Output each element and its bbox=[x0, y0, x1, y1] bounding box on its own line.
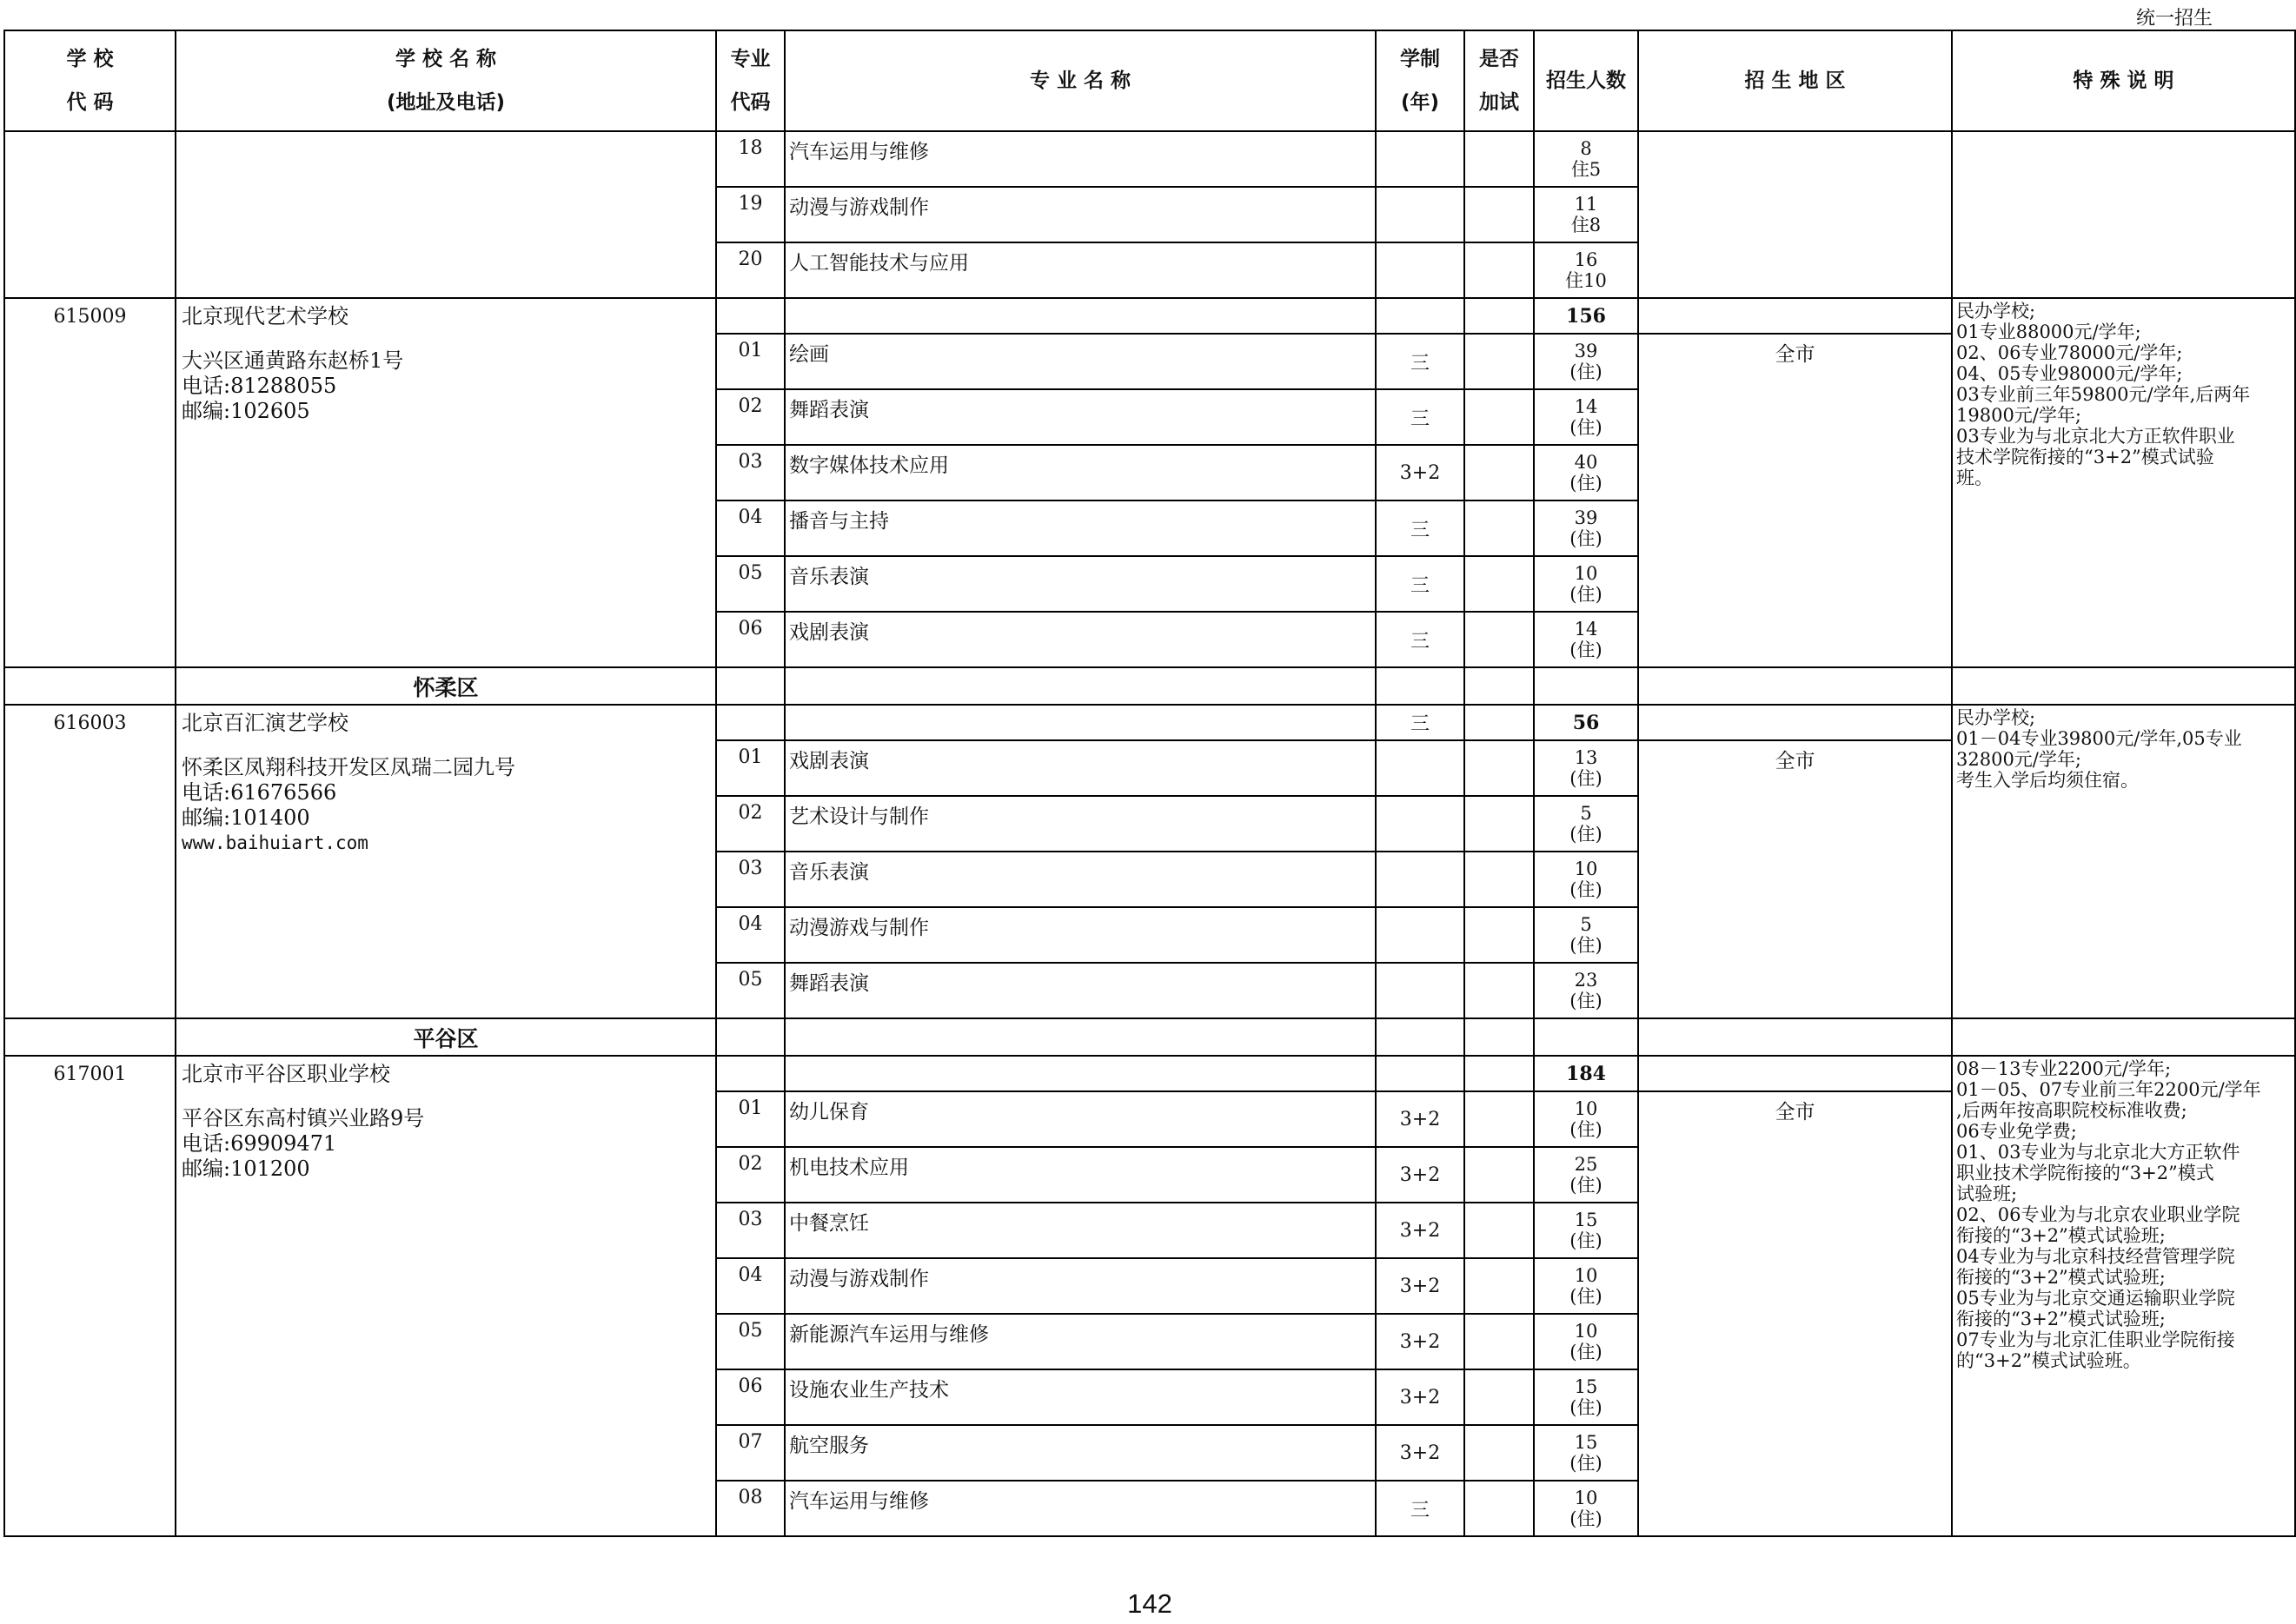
school-code: 616003 bbox=[4, 705, 176, 1018]
school-name: 北京现代艺术学校 bbox=[182, 304, 348, 328]
major-name: 新能源汽车运用与维修 bbox=[785, 1314, 1376, 1369]
major-code: 06 bbox=[716, 612, 785, 667]
major-code: 20 bbox=[716, 242, 785, 298]
school-info bbox=[176, 705, 716, 1018]
duration-cell: 三 bbox=[1376, 705, 1464, 740]
duration-cell bbox=[1376, 907, 1464, 963]
major-code: 03 bbox=[716, 1203, 785, 1258]
enrollment-count: 40 (住) bbox=[1534, 445, 1638, 500]
school-total-row bbox=[4, 1056, 2295, 1091]
major-code: 02 bbox=[716, 389, 785, 445]
extra-test-cell bbox=[1464, 1056, 1534, 1091]
major-name: 音乐表演 bbox=[785, 852, 1376, 907]
table-row bbox=[4, 131, 2295, 187]
major-code bbox=[716, 1056, 785, 1091]
extra-test-cell bbox=[1464, 1314, 1534, 1369]
major-code: 06 bbox=[716, 1369, 785, 1425]
header-region: 招 生 地 区 bbox=[1638, 30, 1952, 131]
duration-cell: 3+2 bbox=[1376, 1425, 1464, 1481]
major-code bbox=[716, 298, 785, 334]
duration-cell: 3+2 bbox=[1376, 1369, 1464, 1425]
enrollment-table bbox=[3, 30, 2296, 1537]
duration-cell: 3+2 bbox=[1376, 1314, 1464, 1369]
corner-label: 统一招生 bbox=[2136, 8, 2213, 30]
extra-test-cell bbox=[1464, 852, 1534, 907]
enrollment-count: 10 (住) bbox=[1534, 1314, 1638, 1369]
duration-cell: 三 bbox=[1376, 500, 1464, 556]
major-name: 舞蹈表演 bbox=[785, 389, 1376, 445]
enrollment-count: 16 住10 bbox=[1534, 242, 1638, 298]
major-code: 01 bbox=[716, 740, 785, 796]
district-name: 平谷区 bbox=[176, 1018, 716, 1056]
major-code: 05 bbox=[716, 556, 785, 612]
enrollment-count: 15 (住) bbox=[1534, 1369, 1638, 1425]
major-name: 幼儿保育 bbox=[785, 1091, 1376, 1147]
major-name: 动漫游戏与制作 bbox=[785, 907, 1376, 963]
major-name: 舞蹈表演 bbox=[785, 963, 1376, 1018]
district-row bbox=[4, 667, 2295, 705]
school-code-cell bbox=[4, 131, 176, 298]
district-row bbox=[4, 1018, 2295, 1056]
duration-cell bbox=[1376, 852, 1464, 907]
enrollment-count: 13 (住) bbox=[1534, 740, 1638, 796]
header-enrollment: 招生人数 bbox=[1534, 30, 1638, 131]
enrollment-count: 10 (住) bbox=[1534, 556, 1638, 612]
region-cell: 全市 bbox=[1638, 334, 1952, 667]
school-website: www.baihuiart.com bbox=[182, 832, 368, 853]
major-name bbox=[785, 705, 1376, 740]
extra-test-cell bbox=[1464, 796, 1534, 852]
extra-test-cell bbox=[1464, 740, 1534, 796]
extra-test-cell bbox=[1464, 187, 1534, 242]
duration-cell: 3+2 bbox=[1376, 1147, 1464, 1203]
major-name: 播音与主持 bbox=[785, 500, 1376, 556]
school-postcode: 邮编:101200 bbox=[182, 1157, 310, 1181]
major-code: 01 bbox=[716, 1091, 785, 1147]
region-cell bbox=[1638, 705, 1952, 740]
duration-cell bbox=[1376, 796, 1464, 852]
enrollment-count: 11 住8 bbox=[1534, 187, 1638, 242]
header-extra-test: 是否 加试 bbox=[1464, 30, 1534, 131]
extra-test-cell bbox=[1464, 242, 1534, 298]
extra-test-cell bbox=[1464, 556, 1534, 612]
duration-cell bbox=[1376, 740, 1464, 796]
major-code: 04 bbox=[716, 500, 785, 556]
duration-cell: 三 bbox=[1376, 556, 1464, 612]
enrollment-count: 25 (住) bbox=[1534, 1147, 1638, 1203]
major-code: 03 bbox=[716, 445, 785, 500]
notes-cell: 08－13专业2200元/学年; 01－05、07专业前三年2200元/学年 ,后两年按高职院校标准收费; 06专业免学费; 01、03专业为与北京北大方正软件 职业技术学院衔接的“3+2”模式 试验班; 02、06专业为与北京农业职业学院 衔接的“3+2”模式试验班; 04专业为与北京科技经营管理学院 衔接的“3+2”模式试验班; 05专业为与北京交通运输职业学院 衔接的“3+2”模式试验班; 07专业为与北京汇佳职业学院衔接 的“3+2”模式试验班。 bbox=[1952, 1056, 2295, 1536]
enrollment-count: 23 (住) bbox=[1534, 963, 1638, 1018]
extra-test-cell bbox=[1464, 1425, 1534, 1481]
school-postcode: 邮编:102605 bbox=[182, 399, 310, 423]
extra-test-cell bbox=[1464, 131, 1534, 187]
major-name: 动漫与游戏制作 bbox=[785, 1258, 1376, 1314]
school-info bbox=[176, 298, 716, 667]
region-cell bbox=[1638, 1056, 1952, 1091]
enrollment-count: 10 (住) bbox=[1534, 1091, 1638, 1147]
notes-cell bbox=[1952, 131, 2295, 298]
duration-cell: 3+2 bbox=[1376, 1091, 1464, 1147]
major-code: 04 bbox=[716, 1258, 785, 1314]
region-cell: 全市 bbox=[1638, 740, 1952, 1018]
notes-cell: 民办学校; 01－04专业39800元/学年,05专业 32800元/学年; 考生入学后均须住宿。 bbox=[1952, 705, 2295, 1018]
major-name: 动漫与游戏制作 bbox=[785, 187, 1376, 242]
enrollment-count: 5 (住) bbox=[1534, 796, 1638, 852]
region-cell: 全市 bbox=[1638, 1091, 1952, 1536]
extra-test-cell bbox=[1464, 334, 1534, 389]
school-address: 怀柔区凤翔科技开发区凤瑞二园九号 bbox=[182, 755, 515, 779]
enrollment-count: 5 (住) bbox=[1534, 907, 1638, 963]
duration-cell bbox=[1376, 1056, 1464, 1091]
school-info bbox=[176, 1056, 716, 1536]
page-number: 142 bbox=[1127, 1588, 1172, 1619]
school-code: 615009 bbox=[4, 298, 176, 667]
duration-cell bbox=[1376, 187, 1464, 242]
enrollment-count: 10 (住) bbox=[1534, 1258, 1638, 1314]
school-total-row bbox=[4, 298, 2295, 334]
extra-test-cell bbox=[1464, 1481, 1534, 1536]
enrollment-count: 15 (住) bbox=[1534, 1425, 1638, 1481]
major-code: 19 bbox=[716, 187, 785, 242]
major-name bbox=[785, 1056, 1376, 1091]
extra-test-cell bbox=[1464, 612, 1534, 667]
extra-test-cell bbox=[1464, 1091, 1534, 1147]
extra-test-cell bbox=[1464, 907, 1534, 963]
major-name bbox=[785, 298, 1376, 334]
major-code: 05 bbox=[716, 1314, 785, 1369]
school-name-cell bbox=[176, 131, 716, 298]
school-phone: 电话:81288055 bbox=[182, 374, 337, 398]
school-address: 大兴区通黄路东赵桥1号 bbox=[182, 348, 404, 373]
extra-test-cell bbox=[1464, 500, 1534, 556]
header-school-name: 学 校 名 称 (地址及电话) bbox=[176, 30, 716, 131]
school-name: 北京百汇演艺学校 bbox=[182, 711, 348, 735]
extra-test-cell bbox=[1464, 963, 1534, 1018]
enrollment-count: 14 (住) bbox=[1534, 389, 1638, 445]
enrollment-total: 184 bbox=[1534, 1056, 1638, 1091]
school-phone: 电话:69909471 bbox=[182, 1131, 337, 1156]
major-name: 汽车运用与维修 bbox=[785, 131, 1376, 187]
duration-cell bbox=[1376, 242, 1464, 298]
enrollment-total: 56 bbox=[1534, 705, 1638, 740]
enrollment-count: 39 (住) bbox=[1534, 334, 1638, 389]
header-major-name: 专 业 名 称 bbox=[785, 30, 1376, 131]
school-postcode: 邮编:101400 bbox=[182, 805, 310, 830]
major-code: 01 bbox=[716, 334, 785, 389]
duration-cell: 三 bbox=[1376, 612, 1464, 667]
enrollment-total: 156 bbox=[1534, 298, 1638, 334]
header-duration: 学制 (年) bbox=[1376, 30, 1464, 131]
duration-cell: 三 bbox=[1376, 389, 1464, 445]
duration-cell bbox=[1376, 298, 1464, 334]
school-code: 617001 bbox=[4, 1056, 176, 1536]
major-name: 音乐表演 bbox=[785, 556, 1376, 612]
enrollment-count: 10 (住) bbox=[1534, 1481, 1638, 1536]
extra-test-cell bbox=[1464, 298, 1534, 334]
duration-cell: 三 bbox=[1376, 1481, 1464, 1536]
major-name: 机电技术应用 bbox=[785, 1147, 1376, 1203]
duration-cell: 三 bbox=[1376, 334, 1464, 389]
header-school-code: 学 校 代 码 bbox=[4, 30, 176, 131]
major-code: 03 bbox=[716, 852, 785, 907]
major-code bbox=[716, 705, 785, 740]
school-phone: 电话:61676566 bbox=[182, 780, 337, 805]
enrollment-count: 10 (住) bbox=[1534, 852, 1638, 907]
major-code: 18 bbox=[716, 131, 785, 187]
header-notes: 特 殊 说 明 bbox=[1952, 30, 2295, 131]
major-code: 08 bbox=[716, 1481, 785, 1536]
major-name: 中餐烹饪 bbox=[785, 1203, 1376, 1258]
duration-cell: 3+2 bbox=[1376, 445, 1464, 500]
header-row bbox=[4, 30, 2295, 131]
enrollment-count: 15 (住) bbox=[1534, 1203, 1638, 1258]
region-cell bbox=[1638, 298, 1952, 334]
school-name: 北京市平谷区职业学校 bbox=[182, 1062, 390, 1086]
major-code: 04 bbox=[716, 907, 785, 963]
school-address: 平谷区东高村镇兴业路9号 bbox=[182, 1106, 425, 1130]
enrollment-count: 8 住5 bbox=[1534, 131, 1638, 187]
school-total-row bbox=[4, 705, 2295, 740]
major-name: 数字媒体技术应用 bbox=[785, 445, 1376, 500]
major-name: 人工智能技术与应用 bbox=[785, 242, 1376, 298]
duration-cell: 3+2 bbox=[1376, 1203, 1464, 1258]
duration-cell: 3+2 bbox=[1376, 1258, 1464, 1314]
notes-cell: 民办学校; 01专业88000元/学年; 02、06专业78000元/学年; 04、05专业98000元/学年; 03专业前三年59800元/学年,后两年 19800元/学年; 03专业为与北京北大方正软件职业 技术学院衔接的“3+2”模式试验 班。 bbox=[1952, 298, 2295, 667]
extra-test-cell bbox=[1464, 1203, 1534, 1258]
major-name: 绘画 bbox=[785, 334, 1376, 389]
duration-cell bbox=[1376, 131, 1464, 187]
duration-cell bbox=[1376, 963, 1464, 1018]
major-name: 戏剧表演 bbox=[785, 612, 1376, 667]
major-code: 07 bbox=[716, 1425, 785, 1481]
major-name: 艺术设计与制作 bbox=[785, 796, 1376, 852]
extra-test-cell bbox=[1464, 1258, 1534, 1314]
enrollment-count: 14 (住) bbox=[1534, 612, 1638, 667]
extra-test-cell bbox=[1464, 705, 1534, 740]
enrollment-count: 39 (住) bbox=[1534, 500, 1638, 556]
major-code: 05 bbox=[716, 963, 785, 1018]
extra-test-cell bbox=[1464, 1147, 1534, 1203]
district-name: 怀柔区 bbox=[176, 667, 716, 705]
major-name: 设施农业生产技术 bbox=[785, 1369, 1376, 1425]
region-cell bbox=[1638, 131, 1952, 298]
extra-test-cell bbox=[1464, 389, 1534, 445]
major-name: 汽车运用与维修 bbox=[785, 1481, 1376, 1536]
extra-test-cell bbox=[1464, 445, 1534, 500]
major-name: 戏剧表演 bbox=[785, 740, 1376, 796]
header-major-code: 专业 代码 bbox=[716, 30, 785, 131]
major-name: 航空服务 bbox=[785, 1425, 1376, 1481]
extra-test-cell bbox=[1464, 1369, 1534, 1425]
major-code: 02 bbox=[716, 796, 785, 852]
major-code: 02 bbox=[716, 1147, 785, 1203]
